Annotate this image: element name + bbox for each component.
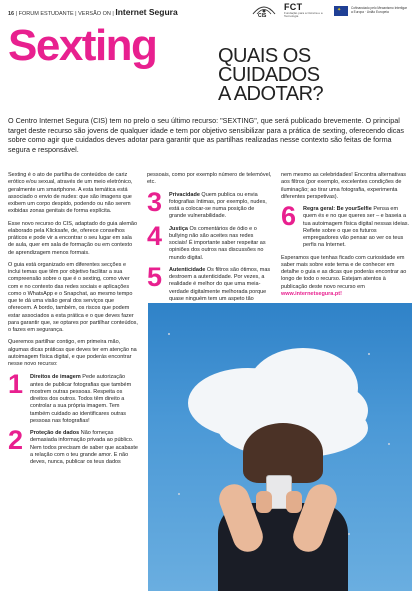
main-title: Sexting (8, 21, 157, 70)
website-link[interactable]: www.internetsegura.pt! (281, 290, 342, 297)
tip-6 (281, 201, 412, 250)
body-paragraph: pessoais, como por exemplo número de telemóvel, etc. (147, 172, 272, 186)
tip-number: 1 (8, 369, 24, 400)
fct-logo-subtext: Fundação para a Ciência e a Tecnologia (284, 11, 323, 19)
tip-text: Quem publica ou envia fotografias íntimas, por exemplo, nudes, está a colocar-se numa posição de grande vulnerabilidade. (169, 191, 267, 220)
tip-number: 5 (147, 261, 163, 292)
intro-paragraph: O Centro Internet Segura (CIS) tem no prelo o seu último recurso: "SEXTING", que será publicado brevemente. O principal target deste recurso são jovens de qualquer idade e tem por objetivo sensibilizar para a prática de sexting, oferecendo dicas sobre como agir que cuidados deves adotar para garantir que as partilhas realizadas nesse contexto são feitas de forma segura e responsável. (8, 116, 404, 154)
body-paragraph: Sexting é o ato de partilha de conteúdos de cariz erótico e/ou sexual, através de um meio eletrónico, geralmente um smartphone. A esta temática está associado o envio de nudes: que são imagens que exibem um corpo despido, podendo ou não serem exibidas zonas genitais de forma explícita. (8, 172, 133, 215)
tip-4 (147, 220, 272, 262)
tip-1 (8, 369, 138, 425)
tip-heading: Proteção de dados (30, 430, 80, 436)
tip-number: 6 (281, 201, 297, 231)
eu-logo-text: Cofinanciado pelo Mecanismo Interligar a Europa · União Europeia (351, 6, 407, 14)
column-1 (8, 172, 138, 471)
section-small: VERSÃO ON (78, 11, 111, 17)
tip-text: Os comentários de ódio e o bullying não são aceites nas redes sociais! É importante saber respeitar as opiniões dos outros nas discussões no mundo digital. (169, 225, 266, 261)
tip-number: 4 (147, 220, 163, 251)
page-header (0, 0, 419, 22)
cis-logo-text: CIS (258, 13, 267, 19)
page-number: 16 (8, 11, 15, 17)
fct-logo-text: FCT (284, 2, 303, 12)
tip-heading: Justiça (169, 225, 188, 232)
column-2 (147, 172, 272, 323)
tip-text: Não forneças demasiada informação privada ao público. Nem todos precisam de saber que acabaste a relação com o teu grande amor. E não deves, nunca, publicar os teus dados (30, 430, 138, 465)
tip-number: 3 (147, 186, 163, 217)
subtitle-line: QUAIS OS (218, 45, 311, 67)
tip-3 (147, 186, 272, 221)
tip-heading: Direitos de imagem (30, 374, 81, 381)
magazine-name: FORUM ESTUDANTE (18, 11, 74, 17)
tip-heading: Autenticidade (169, 266, 206, 273)
subtitle-line: CUIDADOS (218, 64, 320, 86)
subtitle-line: A ADOTAR? (218, 83, 324, 105)
running-head: 16 | FORUM ESTUDANTE | VERSÃO ON | Internet Segura (8, 7, 178, 17)
section-name: Internet Segura (115, 7, 178, 17)
partner-logos (250, 2, 409, 20)
tip-text: Pede autorização antes de publicar fotografias que também mostrem outras pessoas. Respeita os direitos dos outros. Todos têm direito a controlar a sua própria imagem. Tem também cuidado ao identificares outras pessoas nas fotografias! (30, 374, 132, 424)
closing-text: Esperamos que tenhas ficado com curiosidade em saber mais sobre este tema e de conhecer em detalhe o guia e as dicas que poderás encontrar ao longo de todo o recurso. Estejam atentos à publicação deste novo recurso em (281, 254, 407, 290)
body-paragraph: Esse novo recurso do CIS, adaptado do guia alemão elaborado pela Klicksafe, de, oferece conselhos práticos e pode vir a encontrar o seu lugar em sala de aula, quer em sala de formação ou em contexto de aprendizagem menos formais. (8, 220, 138, 256)
eu-logo (334, 6, 409, 16)
article-photo (148, 303, 412, 591)
tip-2 (8, 425, 138, 466)
tip-text: Os filtros são ótimos, mas destroem a autenticidade. Por vezes, a realidade é melhor do que uma meia-verdade digitalmente melhorada porque quase ninguém tem um aspeto tão (169, 266, 271, 302)
tip-text: Pensa em quem és e no que queres ser – e baseia a tua autoimagem física digital nessas ideias. Reflete sobre o que os futuros empregadores vão pensar ao ver os teus perfis na Internet. (303, 206, 410, 249)
closing-paragraph (281, 255, 412, 299)
tip-heading: Privacidade (169, 191, 200, 198)
article-title (8, 21, 338, 114)
tip-number: 2 (8, 425, 24, 455)
subtitle (218, 47, 368, 104)
eu-flag-icon: ✦ (334, 6, 348, 16)
body-paragraph: nem mesmo as celebridades! Encontra alternativas aos filtros (por exemplo, excelentes condições de iluminação; ao tirar uma fotografia, experimenta diferentes perspetivas). (281, 172, 407, 200)
cis-logo (250, 2, 278, 20)
body-paragraph: O guia está organizado em diferentes secções e inclui temas que têm por objetivo facilitar a sua compreensão sobre o que é o sexting, como viver com e no contexto das redes sociais e aplicações como o WhatsApp e o Snapchat, ao mesmo tempo que te dá uma visão geral dos serviços que oferecem. A bordo, também, os riscos que podem estar associados a esta prática e o que deves fazer para garantir que, se optares por partilhar conteúdos, o fazes em segurança. (8, 261, 138, 333)
column-3 (281, 172, 412, 303)
fct-logo (284, 2, 328, 20)
tip-heading: Regra geral: Be yourSelfie (303, 206, 372, 212)
tips-lead: Queremos partilhar contigo, em primeira mão, algumas dicas práticas que deves ter em atenção na autoimagem física digital, e que poderás encontrar nesse novo recurso: (8, 339, 137, 367)
